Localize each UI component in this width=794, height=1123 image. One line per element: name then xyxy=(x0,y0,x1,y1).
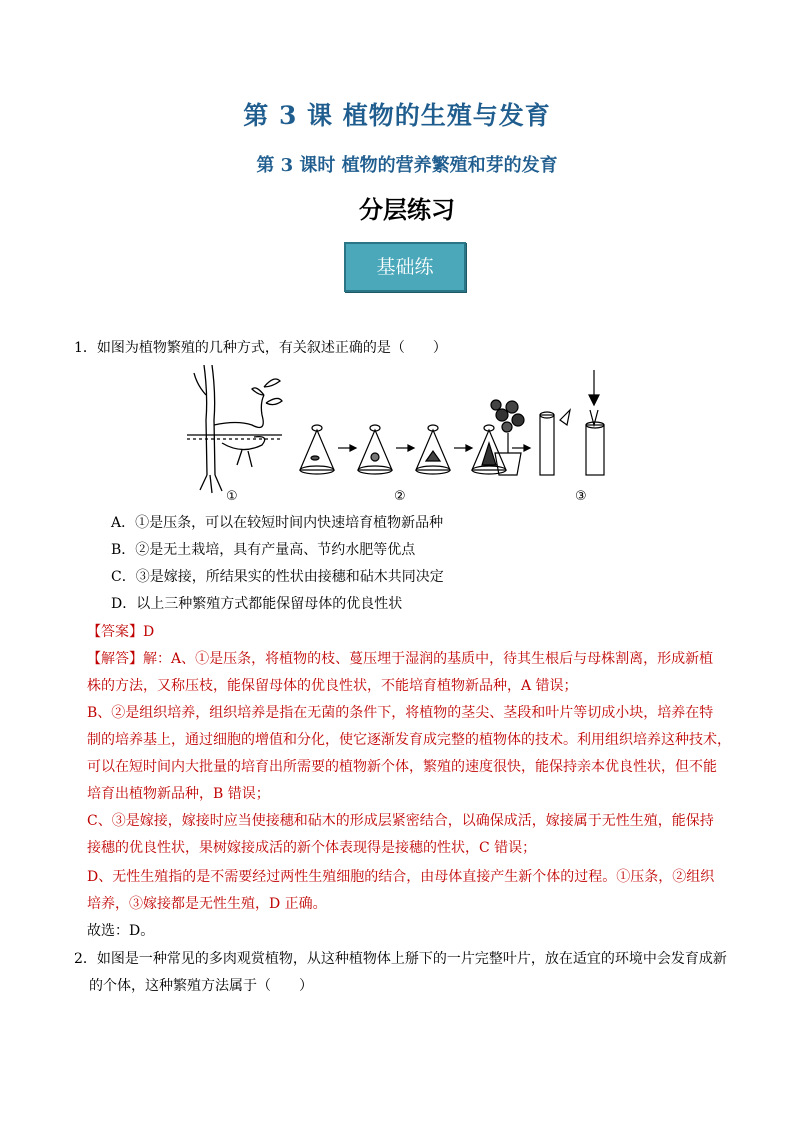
lesson-subtitle: 第 3 课时 植物的营养繁殖和芽的发育 xyxy=(256,155,558,176)
option-d: D．以上三种繁殖方式都能保留母体的优良性状 xyxy=(111,596,403,612)
question-2-stem-line-2: 的个体，这种繁殖方法属于（ ） xyxy=(89,978,313,994)
analysis-line-4: 制的培养基上，通过细胞的增值和分化，使它逐渐发育成完整的植物体的技术。利用组织培养这种技术， xyxy=(87,732,731,748)
reproduction-figure xyxy=(182,365,622,505)
conclusion-line: 故选：D。 xyxy=(87,923,155,939)
figure-label-2: ② xyxy=(394,489,406,504)
question-1-stem: 1．如图为植物繁殖的几种方式，有关叙述正确的是（ ） xyxy=(74,340,447,356)
option-a: A．①是压条，可以在较短时间内快速培育植物新品种 xyxy=(111,515,444,531)
figure-label-3: ③ xyxy=(575,489,587,504)
lesson-title: 第 3 课 植物的生殖与发育 xyxy=(243,101,551,130)
practice-title: 分层练习 xyxy=(359,195,455,224)
analysis-line-3: B、②是组织培养，组织培养是指在无菌的条件下，将植物的茎尖、茎段和叶片等切成小块，培养在特 xyxy=(87,705,714,721)
question-2-stem-line-1: 2．如图是一种常见的多肉观赏植物，从这种植物体上掰下的一片完整叶片，放在适宜的环境中会发育成新 xyxy=(74,951,727,967)
analysis-text-1: 解：A、①是压条，将植物的枝、蔓压埋于湿润的基质中，待其生根后与母株割离，形成新植 xyxy=(143,651,714,667)
analysis-line-8: 接穗的优良性状，果树嫁接成活的新个体表现得是接穗的性状，C 错误； xyxy=(87,840,537,856)
answer-line xyxy=(87,619,737,646)
analysis-line-6: 培育出植物新品种，B 错误； xyxy=(87,786,270,802)
option-b: B．②是无土栽培，具有产量高、节约水肥等优点 xyxy=(111,542,416,558)
option-c: C．③是嫁接，所结果实的性状由接穗和砧木共同决定 xyxy=(111,569,444,585)
analysis-line-7: C、③是嫁接，嫁接时应当使接穗和砧木的形成层紧密结合，以确保成活，嫁接属于无性生殖，能保持 xyxy=(87,813,714,829)
answer-value: D xyxy=(143,624,155,640)
analysis-line-1 xyxy=(87,646,737,673)
analysis-line-5: 可以在短时间内大批量的培育出所需要的植物新个体，繁殖的速度很快，能保持亲本优良性状，但不能 xyxy=(87,759,717,775)
figure-label-1: ① xyxy=(226,489,238,504)
analysis-label: 【解答】 xyxy=(87,651,143,667)
analysis-line-9: D、无性生殖指的是不需要经过两性生殖细胞的结合，由母体直接产生新个体的过程。①压条，②组织 xyxy=(87,869,715,885)
grafting-illustration xyxy=(491,370,604,475)
analysis-line-2: 株的方法，又称压枝，能保留母体的优良性状，不能培育植物新品种，A 错误； xyxy=(87,678,578,694)
answer-label: 【答案】 xyxy=(87,624,143,640)
layering-illustration xyxy=(187,365,282,493)
level-badge: 基础练 xyxy=(344,242,466,292)
tissue-culture-illustration xyxy=(300,425,530,474)
analysis-line-10: 培养，③嫁接都是无性生殖，D 正确。 xyxy=(87,896,327,912)
